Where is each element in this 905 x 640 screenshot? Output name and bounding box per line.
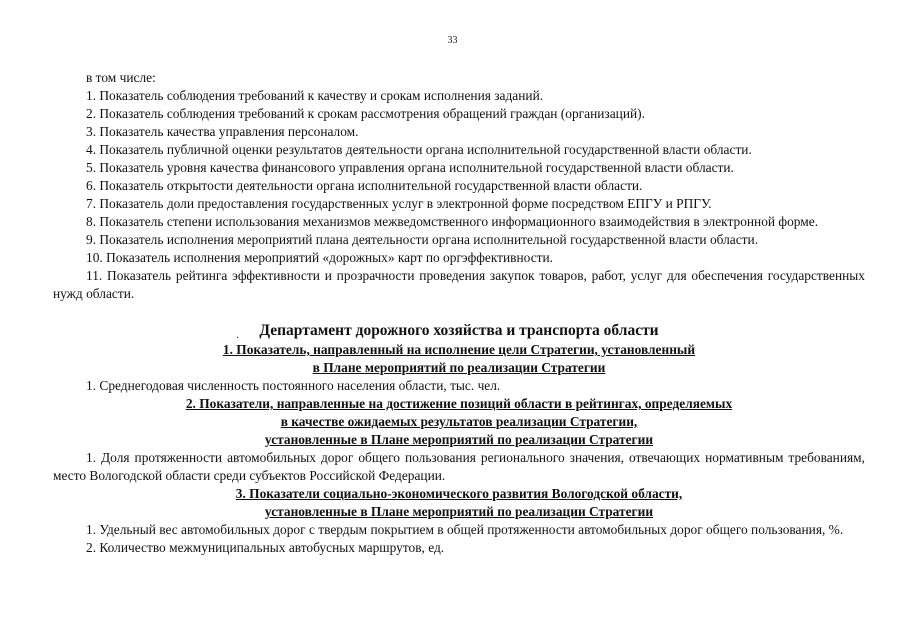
indicator-item: 11. Показатель рейтинга эффективности и прозрачности проведения закупок товаров, работ, услуг для обеспечения государственных нужд области. <box>53 268 865 301</box>
section-2 <box>53 395 865 485</box>
section-heading: 2. Показатели, направленные на достижение позиций области в рейтингах, определяемых <box>185 396 733 411</box>
page-content <box>53 69 865 557</box>
section-heading: установленные в Плане мероприятий по реализации Стратегии <box>264 504 654 519</box>
page-number: 33 <box>447 35 458 46</box>
indicator-item: 3. Показатель качества управления персоналом. <box>86 124 359 139</box>
section-heading: установленные в Плане мероприятий по реализации Стратегии <box>264 432 654 447</box>
department-title: Департамент дорожного хозяйства и транспорта области <box>259 322 659 339</box>
section-heading: 3. Показатели социально-экономического развития Вологодской области, <box>235 486 683 501</box>
section-heading: в качестве ожидаемых результатов реализации Стратегии, <box>280 414 638 429</box>
section-item: 1. Удельный вес автомобильных дорог с твердым покрытием в общей протяженности автомобильных дорог общего пользования, %. <box>86 522 844 537</box>
section-heading: 1. Показатель, направленный на исполнение цели Стратегии, установленный <box>222 342 696 357</box>
section-item: 1. Среднегодовая численность постоянного населения области, тыс. чел. <box>86 378 501 393</box>
indicator-item: 6. Показатель открытости деятельности органа исполнительной государственной власти области. <box>86 178 643 193</box>
indicator-item: 5. Показатель уровня качества финансового управления органа исполнительной государственной власти области. <box>86 160 734 175</box>
indicator-item: 8. Показатель степени использования механизмов межведомственного информационного взаимодействия в электронной форме. <box>86 214 819 229</box>
section-heading: в Плане мероприятий по реализации Стратегии <box>312 360 606 375</box>
intro-line: в том числе: <box>86 70 156 85</box>
indicator-item: 4. Показатель публичной оценки результатов деятельности органа исполнительной государственной власти области. <box>86 142 752 157</box>
section-item: 1. Доля протяженности автомобильных дорог общего пользования регионального значения, отвечающих нормативным требованиям, место Вологодской области среди субъектов Российской Федерации. <box>53 450 865 483</box>
stray-dot: · <box>236 333 240 344</box>
indicator-item: 1. Показатель соблюдения требований к качеству и срокам исполнения заданий. <box>86 88 544 103</box>
section-item: 2. Количество межмуниципальных автобусных маршрутов, ед. <box>86 540 445 555</box>
indicator-item: 9. Показатель исполнения мероприятий плана деятельности органа исполнительной государственной власти области. <box>86 232 759 247</box>
indicator-item: 7. Показатель доли предоставления государственных услуг в электронной форме посредством ЕПГУ и РПГУ. <box>86 196 712 211</box>
indicator-item: 2. Показатель соблюдения требований к срокам рассмотрения обращений граждан (организаций). <box>86 106 645 121</box>
indicator-list <box>53 87 865 303</box>
section-1 <box>53 341 865 395</box>
indicator-item: 10. Показатель исполнения мероприятий «дорожных» карт по оргэффективности. <box>86 250 553 265</box>
section-3 <box>53 485 865 557</box>
